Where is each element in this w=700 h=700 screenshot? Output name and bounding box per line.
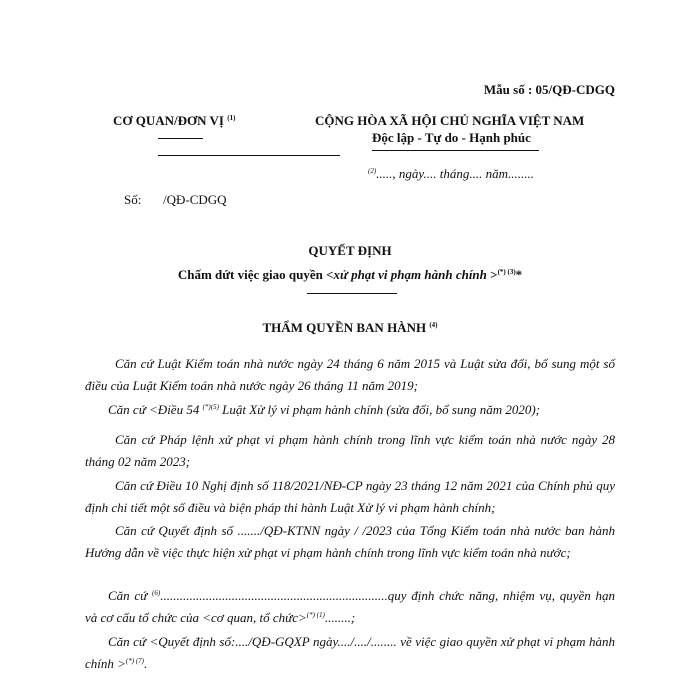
header-separator-line: [158, 155, 340, 156]
authority-label: THẨM QUYỀN BAN HÀNH: [262, 320, 427, 335]
place-footnote: (2): [368, 167, 377, 175]
legal-basis-5: Căn cứ Quyết định số ......./QĐ-KTNN ngày / /2023 của Tổng Kiểm toán nhà nước ban hành Hướng dẫn về việc thực hiện xử phạt vi phạm hành chính trong lĩnh vực kiểm toán nhà nước;: [85, 523, 615, 560]
legal-basis-2-note: (*)(5): [202, 403, 219, 411]
title-underline: [307, 293, 397, 294]
agency-underline: [158, 138, 203, 139]
legal-basis-2: [85, 399, 615, 421]
country-name: CỘNG HÒA XÃ HỘI CHỦ NGHĨA VIỆT NAM: [315, 113, 585, 128]
legal-basis-7: [85, 631, 615, 675]
agency-label: CƠ QUAN/ĐƠN VỊ: [113, 113, 224, 128]
legal-basis-3: Căn cứ Pháp lệnh xử phạt vi phạm hành chính trong lĩnh vực kiểm toán nhà nước ngày 28 tháng 02 năm 2023;: [85, 432, 615, 469]
legal-basis-7-end: .: [143, 656, 148, 671]
place-date: [368, 166, 534, 182]
subtitle-italic: xử phạt vi phạm hành chính: [333, 267, 487, 282]
legal-basis-6-post: ......................................................................quy định chức năng, nhiệm vụ, quyền hạn và cơ cấu tổ chức của <cơ quan, tổ chức>: [85, 588, 616, 625]
document-title: QUYẾT ĐỊNH: [308, 243, 392, 258]
subtitle-star: *: [515, 267, 523, 282]
legal-basis-2-post: Luật Xử lý vi phạm hành chính (sửa đổi, bổ sung năm 2020);: [218, 402, 541, 417]
legal-basis-6-pre: Căn cứ: [108, 588, 153, 603]
motto-underline: [372, 150, 539, 151]
form-number: Mẫu số : 05/QĐ-CDGQ: [483, 82, 615, 97]
national-motto: Độc lập - Tự do - Hạnh phúc: [372, 130, 531, 145]
document-number-label: Số:: [124, 192, 142, 207]
legal-basis-6-note: (6): [152, 589, 161, 597]
legal-basis-2-pre: Căn cứ <Điều 54: [108, 402, 203, 417]
agency-footnote: (1): [227, 114, 236, 122]
agency-name: [113, 113, 235, 129]
issuing-authority: [0, 320, 700, 336]
place-date-text: ....., ngày.... tháng.... năm........: [376, 166, 534, 181]
legal-basis-6-end: ........;: [324, 610, 356, 625]
subtitle-suffix: >: [486, 267, 498, 282]
document-number-value: /QĐ-CDGQ: [163, 192, 227, 207]
document-subtitle: [0, 267, 700, 283]
legal-basis-4: Căn cứ Điều 10 Nghị định số 118/2021/NĐ-CP ngày 23 tháng 12 năm 2021 của Chính phủ quy định chi tiết một số điều và biện pháp thi hành Luật Xử lý vi phạm hành chính;: [85, 478, 615, 515]
legal-basis-7-note: (*) (7): [125, 657, 144, 665]
subtitle-prefix: Chấm dứt việc giao quyền <: [177, 267, 334, 282]
legal-basis-6-note2: (*) (1): [306, 611, 325, 619]
authority-footnote: (4): [429, 321, 438, 329]
legal-basis-1: Căn cứ Luật Kiểm toán nhà nước ngày 24 tháng 6 năm 2015 và Luật sửa đổi, bổ sung một số điều của Luật Kiểm toán nhà nước ngày 26 tháng 11 năm 2019;: [85, 356, 615, 393]
subtitle-footnote: (*) (3): [497, 268, 516, 276]
legal-basis-7-pre: Căn cứ <Quyết định số:..../QĐ-GQXP ngày..../..../........ về việc giao quyền xử phạt vi phạm hành chính >: [85, 634, 615, 671]
legal-basis-6: [85, 585, 615, 629]
